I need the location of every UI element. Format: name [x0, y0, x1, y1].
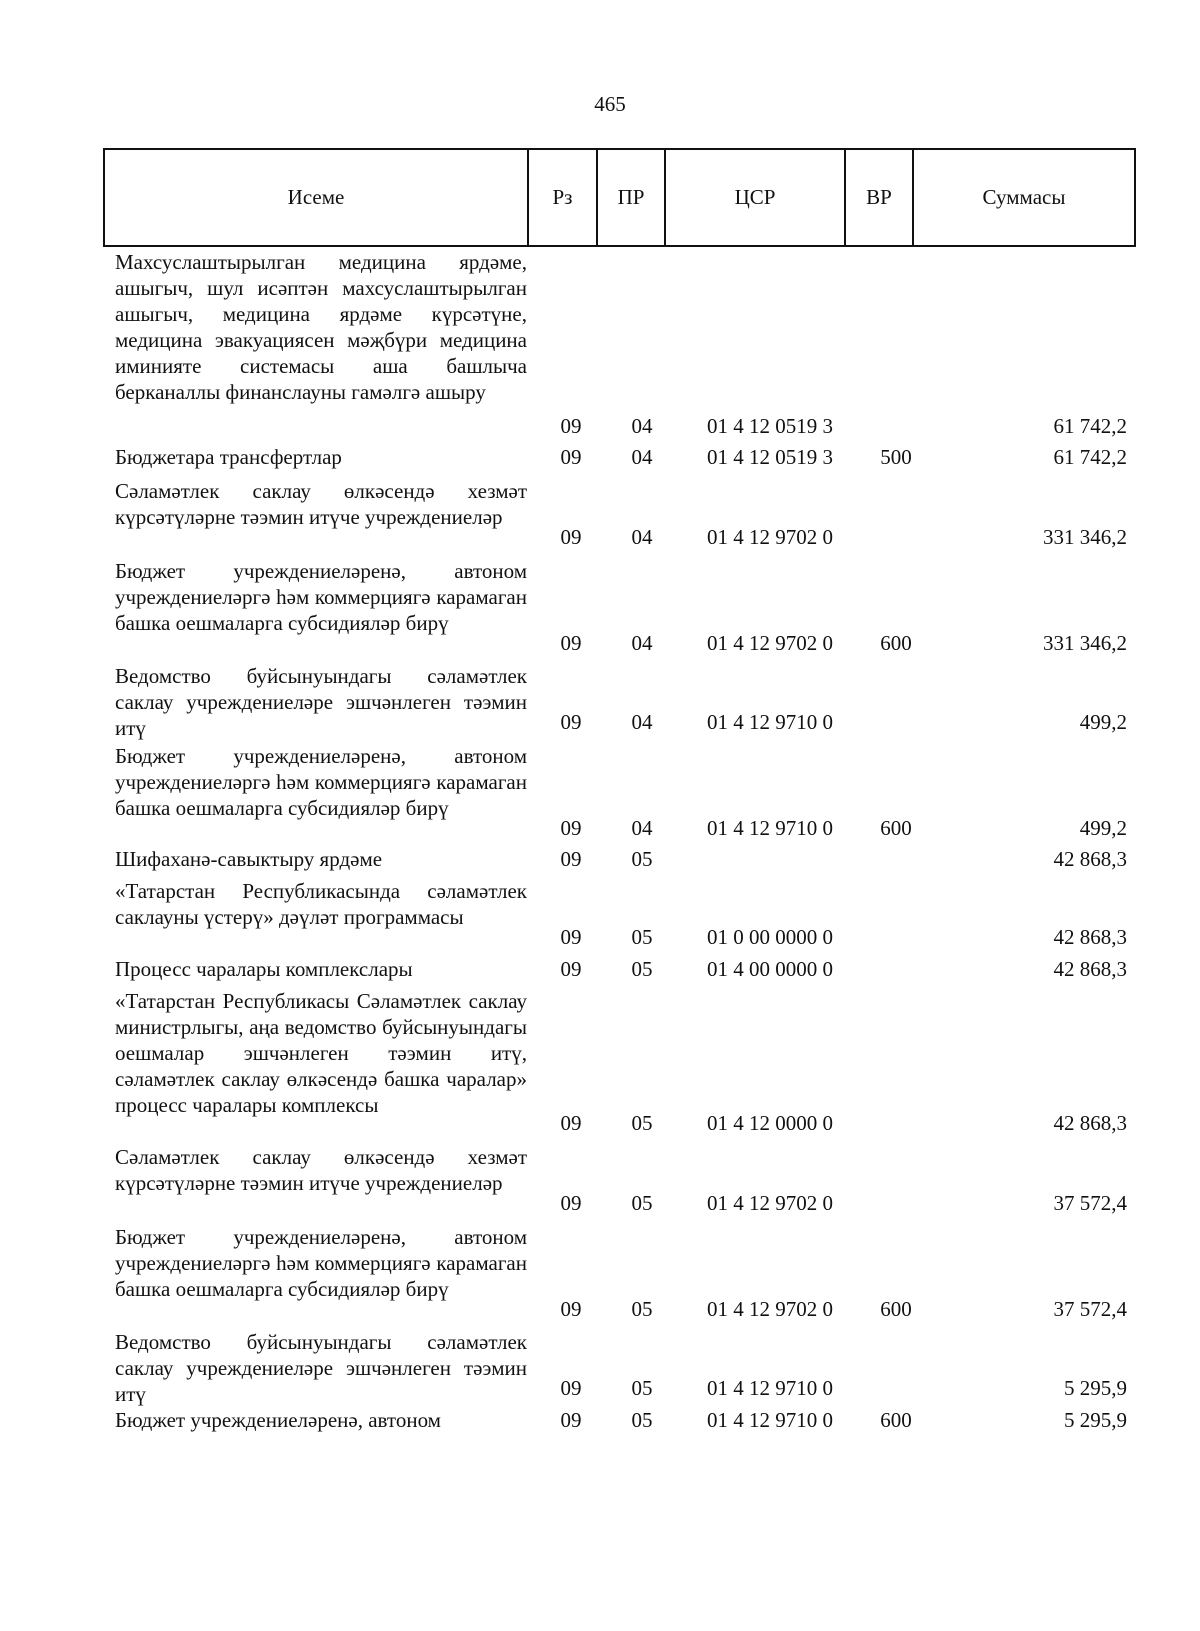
- row-name: Ведомство буйсынуындагы сәламәтлек саклау учреждениеләре эшчәнлеген тәэмин итү: [115, 664, 527, 740]
- row-name: Сәламәтлек саклау өлкәсендә хезмәт күрсәтүләрне тәэмин итүче учреждениеләр: [115, 1145, 527, 1195]
- row-sum: 37 572,4: [1053, 1191, 1127, 1215]
- row-sum: 42 868,3: [1053, 957, 1127, 981]
- row-pr: 05: [631, 925, 653, 949]
- row-csr: 01 4 12 9710 0: [707, 1376, 833, 1400]
- column-header-csr: ЦСР: [665, 149, 845, 246]
- row-sum: 61 742,2: [1053, 414, 1127, 438]
- row-pr: 05: [631, 1191, 653, 1215]
- row-sum: 61 742,2: [1053, 445, 1127, 469]
- row-csr: 01 4 12 9702 0: [707, 1297, 833, 1321]
- row-csr: 01 4 12 9710 0: [707, 1408, 833, 1432]
- row-vr: 600: [880, 631, 912, 655]
- row-name: Бюджет учреждениеләренә, автоном: [115, 1408, 441, 1432]
- row-name: Процесс чаралары комплекслары: [115, 957, 413, 981]
- row-csr: 01 4 12 0519 3: [707, 445, 833, 469]
- row-sum: 42 868,3: [1053, 1111, 1127, 1135]
- row-name: Махсуслаштырылган медицина ярдәме, ашыгыч, шул исәптән махсуслаштырылган ашыгыч, медицина ярдәме күрсәтүне, медицина эвакуациясен мәҗбүри медицина иминияте системасы аша башлыча берканаллы финанслауны гамәлгә ашыру: [115, 250, 527, 404]
- row-vr: 500: [880, 445, 912, 469]
- row-rz: 09: [560, 816, 582, 840]
- row-vr: 600: [880, 816, 912, 840]
- row-sum: 499,2: [1079, 710, 1127, 734]
- column-header-pr: ПР: [597, 149, 665, 246]
- row-csr: 01 4 00 0000 0: [707, 957, 833, 981]
- row-pr: 05: [631, 847, 653, 871]
- row-vr: 600: [880, 1408, 912, 1432]
- row-csr: 01 4 12 9702 0: [707, 631, 833, 655]
- row-sum: 5 295,9: [1064, 1408, 1127, 1432]
- row-pr: 04: [631, 414, 653, 438]
- row-csr: 01 4 12 9702 0: [707, 525, 833, 549]
- row-pr: 05: [631, 957, 653, 981]
- row-sum: 331 346,2: [1043, 525, 1127, 549]
- row-rz: 09: [560, 1111, 582, 1135]
- row-rz: 09: [560, 1376, 582, 1400]
- row-pr: 04: [631, 525, 653, 549]
- row-vr: 600: [880, 1297, 912, 1321]
- row-pr: 04: [631, 710, 653, 734]
- column-header-rz: Рз: [528, 149, 597, 246]
- row-name: Бюджет учреждениеләренә, автоном учреждениеләргә һәм коммерциягә карамаган башка оешмаларга субсидияләр бирү: [115, 559, 527, 635]
- table-header: [103, 148, 1136, 247]
- row-rz: 09: [560, 414, 582, 438]
- row-sum: 499,2: [1079, 816, 1127, 840]
- row-csr: 01 4 12 0519 3: [707, 414, 833, 438]
- row-sum: 42 868,3: [1053, 847, 1127, 871]
- row-csr: 01 4 12 0000 0: [707, 1111, 833, 1135]
- row-pr: 04: [631, 445, 653, 469]
- page-number: 465: [594, 92, 626, 116]
- row-pr: 05: [631, 1111, 653, 1135]
- row-rz: 09: [560, 1408, 582, 1432]
- row-pr: 05: [631, 1376, 653, 1400]
- row-pr: 05: [631, 1297, 653, 1321]
- row-csr: 01 4 12 9702 0: [707, 1191, 833, 1215]
- row-sum: 37 572,4: [1053, 1297, 1127, 1321]
- row-name: «Татарстан Республикасы Сәламәтлек саклау министрлыгы, аңа ведомство буйсынуындагы оешмалар эшчәнлеген тәэмин итү, сәламәтлек саклау өлкәсендә башка чаралар» процесс чаралары комплексы: [115, 989, 527, 1117]
- row-pr: 04: [631, 631, 653, 655]
- row-rz: 09: [560, 631, 582, 655]
- row-rz: 09: [560, 957, 582, 981]
- row-csr: 01 4 12 9710 0: [707, 816, 833, 840]
- row-rz: 09: [560, 925, 582, 949]
- row-name: Бюджет учреждениеләренә, автоном учреждениеләргә һәм коммерциягә карамаган башка оешмаларга субсидияләр бирү: [115, 1225, 527, 1301]
- row-sum: 42 868,3: [1053, 925, 1127, 949]
- row-name: «Татарстан Республикасында сәламәтлек саклауны үстерү» дәүләт программасы: [115, 879, 527, 929]
- row-csr: 01 0 00 0000 0: [707, 925, 833, 949]
- row-name: Сәламәтлек саклау өлкәсендә хезмәт күрсәтүләрне тәэмин итүче учреждениеләр: [115, 479, 527, 529]
- row-sum: 5 295,9: [1064, 1376, 1127, 1400]
- row-name: Шифаханә-савыктыру ярдәме: [115, 847, 383, 871]
- row-rz: 09: [560, 1191, 582, 1215]
- row-rz: 09: [560, 1297, 582, 1321]
- row-rz: 09: [560, 445, 582, 469]
- row-name: Ведомство буйсынуындагы сәламәтлек саклау учреждениеләре эшчәнлеген тәэмин итү: [115, 1330, 527, 1406]
- row-rz: 09: [560, 710, 582, 734]
- row-pr: 05: [631, 1408, 653, 1432]
- row-name: Бюджет учреждениеләренә, автоном учреждениеләргә һәм коммерциягә карамаган башка оешмаларга субсидияләр бирү: [115, 744, 527, 820]
- row-pr: 04: [631, 816, 653, 840]
- row-rz: 09: [560, 847, 582, 871]
- row-name: Бюджетара трансфертлар: [115, 445, 342, 469]
- row-csr: 01 4 12 9710 0: [707, 710, 833, 734]
- column-header-sum: Суммасы: [913, 149, 1135, 246]
- column-header-name: Исеме: [104, 149, 528, 246]
- column-header-vr: ВР: [845, 149, 913, 246]
- row-sum: 331 346,2: [1043, 631, 1127, 655]
- row-rz: 09: [560, 525, 582, 549]
